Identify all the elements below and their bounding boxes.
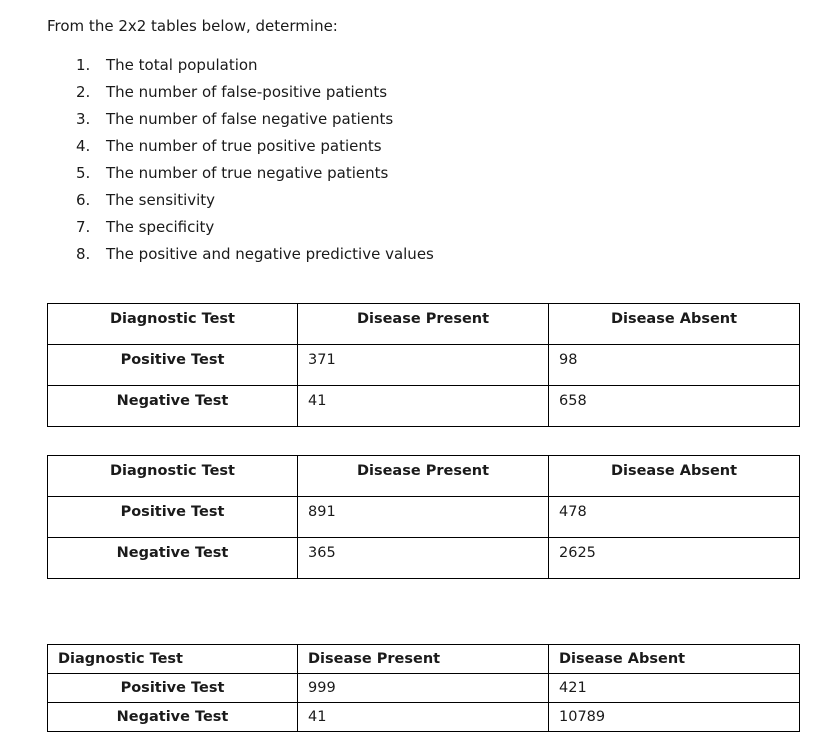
- question-item: [47, 82, 434, 109]
- question-number: 4.: [76, 137, 91, 155]
- cell-disease-absent: 98: [549, 345, 800, 386]
- question-text: The number of false-positive patients: [106, 83, 388, 101]
- question-text: The sensitivity: [106, 191, 216, 209]
- question-number: 7.: [76, 218, 91, 236]
- question-number: 1.: [76, 56, 91, 74]
- header-disease-present: Disease Present: [298, 645, 549, 674]
- cell-disease-absent: 10789: [549, 703, 800, 732]
- table-row: [48, 386, 800, 427]
- question-number: 6.: [76, 191, 91, 209]
- header-diagnostic-test: Diagnostic Test: [48, 645, 298, 674]
- question-text: The number of true positive patients: [106, 137, 382, 155]
- header-disease-absent: Disease Absent: [549, 304, 800, 345]
- question-text: The number of true negative patients: [106, 164, 389, 182]
- table-row: [48, 497, 800, 538]
- question-text: The specificity: [106, 218, 215, 236]
- header-disease-absent: Disease Absent: [549, 645, 800, 674]
- row-label: Positive Test: [48, 497, 298, 538]
- question-text: The positive and negative predictive values: [106, 245, 434, 263]
- header-diagnostic-test: Diagnostic Test: [48, 456, 298, 497]
- question-number: 5.: [76, 164, 91, 182]
- instructions: From the 2x2 tables below, determine:: [47, 17, 338, 35]
- table-row: [48, 674, 800, 703]
- question-number: 3.: [76, 110, 91, 128]
- table-row: [48, 538, 800, 579]
- question-item: [47, 244, 434, 271]
- cell-disease-present: 371: [298, 345, 549, 386]
- row-label: Positive Test: [48, 674, 298, 703]
- table-header-row: [48, 304, 800, 345]
- question-item: [47, 190, 434, 217]
- cell-disease-absent: 478: [549, 497, 800, 538]
- question-item: [47, 163, 434, 190]
- row-label: Negative Test: [48, 538, 298, 579]
- question-number: 8.: [76, 245, 91, 263]
- header-disease-present: Disease Present: [298, 456, 549, 497]
- cell-disease-present: 41: [298, 703, 549, 732]
- question-item: [47, 109, 434, 136]
- question-item: [47, 217, 434, 244]
- table-row: [48, 345, 800, 386]
- contingency-table-1: [47, 303, 800, 427]
- row-label: Negative Test: [48, 386, 298, 427]
- cell-disease-present: 999: [298, 674, 549, 703]
- cell-disease-present: 891: [298, 497, 549, 538]
- cell-disease-present: 41: [298, 386, 549, 427]
- table-row: [48, 703, 800, 732]
- question-item: [47, 55, 434, 82]
- table-header-row: [48, 645, 800, 674]
- question-item: [47, 136, 434, 163]
- cell-disease-absent: 658: [549, 386, 800, 427]
- cell-disease-absent: 2625: [549, 538, 800, 579]
- row-label: Negative Test: [48, 703, 298, 732]
- contingency-table-2: [47, 455, 800, 579]
- question-text: The total population: [106, 56, 258, 74]
- header-diagnostic-test: Diagnostic Test: [48, 304, 298, 345]
- table-header-row: [48, 456, 800, 497]
- row-label: Positive Test: [48, 345, 298, 386]
- cell-disease-absent: 421: [549, 674, 800, 703]
- question-number: 2.: [76, 83, 91, 101]
- contingency-table-3: [47, 644, 800, 732]
- header-disease-absent: Disease Absent: [549, 456, 800, 497]
- question-text: The number of false negative patients: [106, 110, 394, 128]
- question-list: [47, 55, 434, 271]
- header-disease-present: Disease Present: [298, 304, 549, 345]
- cell-disease-present: 365: [298, 538, 549, 579]
